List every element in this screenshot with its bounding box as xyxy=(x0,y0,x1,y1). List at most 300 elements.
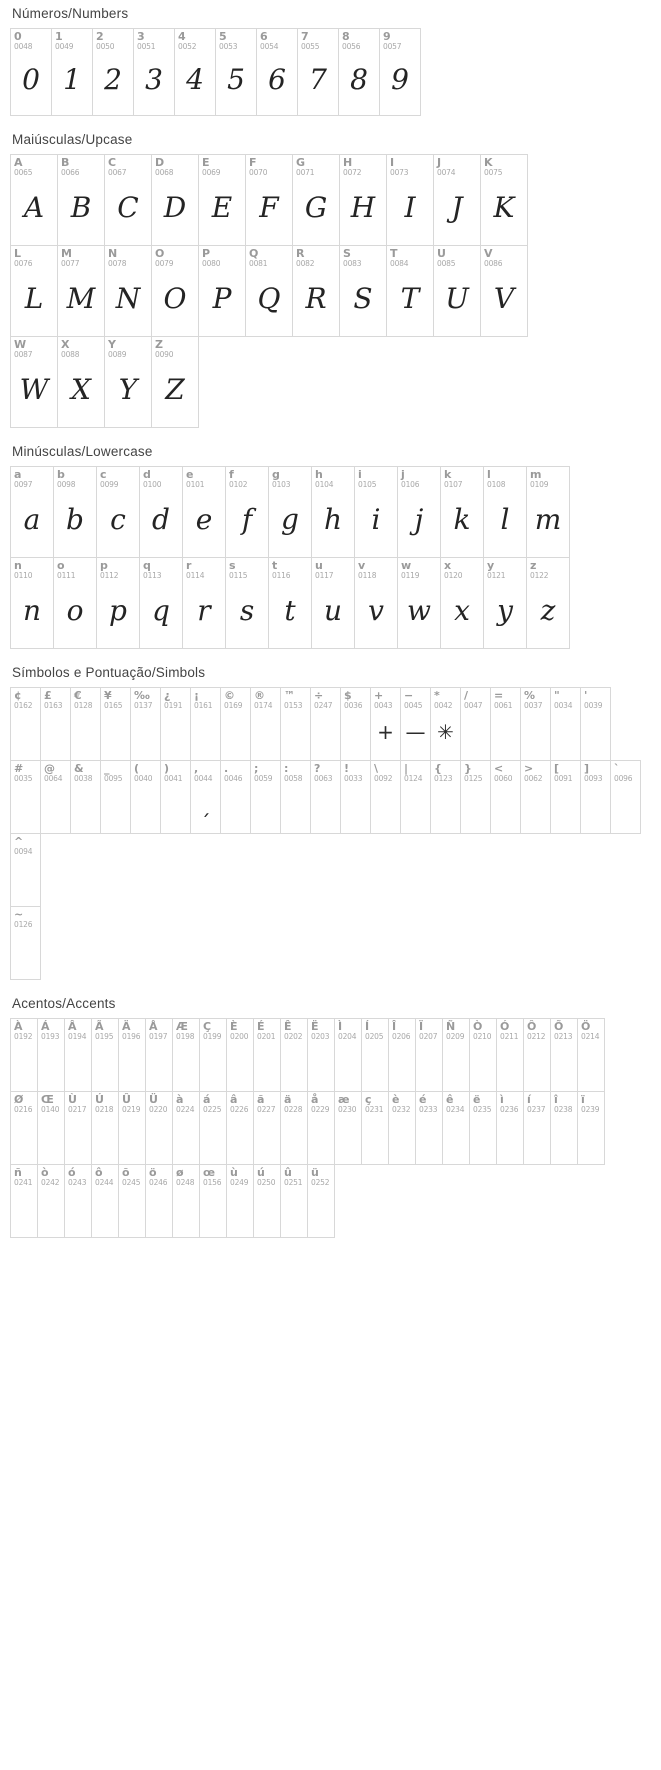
glyph-cell[interactable] xyxy=(100,760,131,834)
glyph-render: Z xyxy=(165,373,185,407)
glyph-cell[interactable] xyxy=(198,154,246,246)
glyph-cell[interactable] xyxy=(198,245,246,337)
glyph-code-label: 0246 xyxy=(149,1177,168,1187)
glyph-cell-header xyxy=(524,1092,550,1113)
glyph-cell[interactable] xyxy=(139,466,183,558)
glyph-char-label: ø xyxy=(176,1166,184,1179)
glyph-cell[interactable] xyxy=(182,466,226,558)
glyph-cell[interactable] xyxy=(388,1091,416,1165)
glyph-cell[interactable] xyxy=(10,906,41,980)
glyph-cell[interactable] xyxy=(57,245,105,337)
glyph-char-label: ` xyxy=(614,762,620,775)
glyph-row xyxy=(11,337,651,428)
glyph-cell[interactable] xyxy=(96,466,140,558)
glyph-cell[interactable] xyxy=(104,245,152,337)
glyph-char-label: 1 xyxy=(55,30,63,43)
glyph-cell-header xyxy=(491,761,520,782)
glyph-char-label: ® xyxy=(254,689,265,702)
glyph-code-label: 0039 xyxy=(584,700,603,710)
glyph-code-label: 0109 xyxy=(530,479,549,489)
glyph-cell[interactable] xyxy=(386,245,434,337)
glyph-cell[interactable] xyxy=(361,1018,389,1092)
glyph-cell[interactable] xyxy=(199,1091,227,1165)
glyph-cell[interactable] xyxy=(199,1018,227,1092)
glyph-cell[interactable] xyxy=(160,760,191,834)
glyph-code-label: 0050 xyxy=(96,41,115,51)
glyph-code-label: 0069 xyxy=(202,167,221,177)
glyph-cell[interactable] xyxy=(10,245,58,337)
glyph-cell[interactable] xyxy=(53,466,97,558)
glyph-cell[interactable] xyxy=(10,760,41,834)
glyph-cell[interactable] xyxy=(460,760,491,834)
glyph-render: v xyxy=(368,594,384,628)
glyph-render: k xyxy=(453,503,471,537)
glyph-cell[interactable] xyxy=(400,687,431,761)
glyph-cell[interactable] xyxy=(10,1164,38,1238)
glyph-cell[interactable] xyxy=(10,28,52,116)
glyph-cell[interactable] xyxy=(10,466,54,558)
glyph-cell[interactable] xyxy=(334,1018,362,1092)
glyph-cell[interactable] xyxy=(550,1091,578,1165)
glyph-code-label: 0209 xyxy=(446,1031,465,1041)
glyph-code-label: 0077 xyxy=(61,258,80,268)
glyph-cell[interactable] xyxy=(577,1018,605,1092)
glyph-cell[interactable] xyxy=(526,466,570,558)
glyph-char-label: + xyxy=(374,689,384,702)
glyph-char-label: R xyxy=(296,247,305,260)
glyph-cell[interactable] xyxy=(338,28,380,116)
glyph-cell[interactable] xyxy=(151,154,199,246)
glyph-cell[interactable] xyxy=(91,1018,119,1092)
glyph-cell[interactable] xyxy=(280,1091,308,1165)
glyph-cell[interactable] xyxy=(139,557,183,649)
glyph-cell[interactable] xyxy=(253,1164,281,1238)
glyph-cell[interactable] xyxy=(433,154,481,246)
glyph-cell-header xyxy=(226,467,268,488)
glyph-render: s xyxy=(239,594,255,628)
glyph-code-label: 0121 xyxy=(487,570,506,580)
glyph-cell[interactable] xyxy=(339,245,387,337)
glyph-cell-header xyxy=(551,761,580,782)
glyph-cell-header xyxy=(173,1165,199,1186)
glyph-render: e xyxy=(195,503,213,537)
glyph-char-label: J xyxy=(437,156,442,169)
glyph-cell-header xyxy=(173,1019,199,1040)
glyph-cell-header xyxy=(380,29,420,50)
glyph-cell[interactable] xyxy=(307,1164,335,1238)
glyph-cell[interactable] xyxy=(388,1018,416,1092)
glyph-cell[interactable] xyxy=(550,1018,578,1092)
glyph-cell-header xyxy=(484,467,526,488)
glyph-cell[interactable] xyxy=(104,336,152,428)
glyph-cell[interactable] xyxy=(496,1091,524,1165)
glyph-code-label: 0070 xyxy=(249,167,268,177)
glyph-code-label: 0038 xyxy=(74,773,93,783)
glyph-cell[interactable] xyxy=(397,557,441,649)
glyph-code-label: 0230 xyxy=(338,1104,357,1114)
glyph-cell-header xyxy=(484,558,526,579)
glyph-cell[interactable] xyxy=(307,1018,335,1092)
glyph-cell-header xyxy=(254,1092,280,1113)
glyph-cell[interactable] xyxy=(172,1018,200,1092)
glyph-render: Y xyxy=(118,373,138,407)
glyph-cell[interactable] xyxy=(250,760,281,834)
glyph-cell-header xyxy=(497,1019,523,1040)
glyph-cell[interactable] xyxy=(145,1018,173,1092)
glyph-char-label: Ü xyxy=(149,1093,158,1106)
glyph-cell[interactable] xyxy=(523,1018,551,1092)
glyph-char-label: B xyxy=(61,156,70,169)
glyph-cell[interactable] xyxy=(483,466,527,558)
glyph-cell[interactable] xyxy=(268,557,312,649)
glyph-char-label: á xyxy=(203,1093,211,1106)
glyph-cell-header xyxy=(254,1165,280,1186)
glyph-cell[interactable] xyxy=(496,1018,524,1092)
glyph-cell-header xyxy=(175,29,215,50)
glyph-cell[interactable] xyxy=(580,687,611,761)
glyph-char-label: W xyxy=(14,338,27,351)
glyph-char-label: − xyxy=(404,689,414,702)
glyph-render: E xyxy=(211,191,233,225)
glyph-cell-header xyxy=(11,467,53,488)
glyph-row xyxy=(11,155,651,246)
glyph-cell[interactable] xyxy=(550,687,581,761)
glyph-cell[interactable] xyxy=(339,154,387,246)
glyph-code-label: 0236 xyxy=(500,1104,519,1114)
glyph-cell[interactable] xyxy=(100,687,131,761)
glyph-cell-header xyxy=(581,688,610,709)
glyph-cell[interactable] xyxy=(51,28,93,116)
glyph-code-label: 0114 xyxy=(186,570,205,580)
glyph-cell[interactable] xyxy=(280,687,311,761)
glyph-cell-header xyxy=(221,761,250,782)
glyph-char-label: l xyxy=(487,468,491,481)
glyph-render: + xyxy=(377,719,394,744)
glyph-cell[interactable] xyxy=(460,687,491,761)
glyph-cell-header xyxy=(191,761,220,782)
glyph-cell[interactable] xyxy=(64,1091,92,1165)
glyph-char-label: ‰ xyxy=(134,689,150,702)
glyph-cell[interactable] xyxy=(490,760,521,834)
glyph-cell[interactable] xyxy=(245,245,293,337)
glyph-code-label: 0100 xyxy=(143,479,162,489)
glyph-cell[interactable] xyxy=(311,466,355,558)
glyph-cell[interactable] xyxy=(520,760,551,834)
glyph-code-label: 0198 xyxy=(176,1031,195,1041)
glyph-cell[interactable] xyxy=(310,760,341,834)
glyph-cell[interactable] xyxy=(10,154,58,246)
glyph-cell[interactable] xyxy=(580,760,611,834)
section-uppercase xyxy=(10,132,651,428)
glyph-cell[interactable] xyxy=(577,1091,605,1165)
glyph-cell[interactable] xyxy=(245,154,293,246)
glyph-cell[interactable] xyxy=(354,466,398,558)
glyph-char-label: D xyxy=(155,156,165,169)
glyph-render xyxy=(92,1113,118,1164)
glyph-code-label: 0092 xyxy=(374,773,393,783)
glyph-cell[interactable] xyxy=(40,760,71,834)
glyph-cell[interactable] xyxy=(253,1018,281,1092)
glyph-cell[interactable] xyxy=(64,1018,92,1092)
glyph-cell[interactable] xyxy=(433,245,481,337)
glyph-char-label: ú xyxy=(257,1166,265,1179)
glyph-cell-header xyxy=(97,467,139,488)
glyph-cell[interactable] xyxy=(10,336,58,428)
glyph-code-label: 0225 xyxy=(203,1104,222,1114)
glyph-cell[interactable] xyxy=(57,154,105,246)
glyph-code-label: 0169 xyxy=(224,700,243,710)
glyph-cell[interactable] xyxy=(151,245,199,337)
glyph-render xyxy=(470,1040,496,1091)
glyph-code-label: 0072 xyxy=(343,167,362,177)
glyph-cell[interactable] xyxy=(226,1091,254,1165)
glyph-cell[interactable] xyxy=(442,1018,470,1092)
glyph-cell[interactable] xyxy=(280,1018,308,1092)
glyph-cell[interactable] xyxy=(430,687,461,761)
glyph-render xyxy=(11,1113,37,1164)
glyph-cell[interactable] xyxy=(250,687,281,761)
glyph-cell[interactable] xyxy=(226,1018,254,1092)
glyph-char-label: Ù xyxy=(68,1093,77,1106)
glyph-cell[interactable] xyxy=(96,557,140,649)
glyph-cell[interactable] xyxy=(10,687,41,761)
glyph-cell[interactable] xyxy=(520,687,551,761)
glyph-cell[interactable] xyxy=(172,1091,200,1165)
glyph-render: X xyxy=(71,373,91,407)
glyph-cell[interactable] xyxy=(334,1091,362,1165)
glyph-cell[interactable] xyxy=(199,1164,227,1238)
glyph-cell[interactable] xyxy=(370,760,401,834)
glyph-cell[interactable] xyxy=(215,28,257,116)
glyph-code-label: 0057 xyxy=(383,41,402,51)
glyph-cell[interactable] xyxy=(64,1164,92,1238)
glyph-cell[interactable] xyxy=(70,687,101,761)
glyph-char-label: ; xyxy=(254,762,259,775)
glyph-cell-header xyxy=(58,246,104,267)
glyph-cell[interactable] xyxy=(379,28,421,116)
glyph-cell[interactable] xyxy=(361,1091,389,1165)
glyph-cell[interactable] xyxy=(480,154,528,246)
glyph-cell[interactable] xyxy=(307,1091,335,1165)
glyph-cell-header xyxy=(371,761,400,782)
glyph-cell[interactable] xyxy=(182,557,226,649)
glyph-code-label: 0105 xyxy=(358,479,377,489)
glyph-cell[interactable] xyxy=(91,1091,119,1165)
glyph-cell[interactable] xyxy=(370,687,401,761)
glyph-cell-header xyxy=(308,1092,334,1113)
glyph-code-label: 0079 xyxy=(155,258,174,268)
glyph-code-label: 0200 xyxy=(230,1031,249,1041)
glyph-code-label: 0174 xyxy=(254,700,273,710)
glyph-cell[interactable] xyxy=(160,687,191,761)
glyph-render xyxy=(308,1186,334,1237)
glyph-cell[interactable] xyxy=(37,1018,65,1092)
glyph-code-label: 0113 xyxy=(143,570,162,580)
glyph-cell-header xyxy=(38,1092,64,1113)
glyph-cell[interactable] xyxy=(118,1018,146,1092)
glyph-cell-header xyxy=(578,1092,604,1113)
glyph-cell[interactable] xyxy=(91,1164,119,1238)
glyph-cell[interactable] xyxy=(10,1018,38,1092)
glyph-cell[interactable] xyxy=(469,1018,497,1092)
glyph-cell[interactable] xyxy=(310,687,341,761)
glyph-char-label: g xyxy=(272,468,280,481)
glyph-cell[interactable] xyxy=(386,154,434,246)
glyph-cell[interactable] xyxy=(172,1164,200,1238)
glyph-code-label: 0052 xyxy=(178,41,197,51)
glyph-cell-header xyxy=(281,1092,307,1113)
glyph-grid xyxy=(11,29,651,116)
glyph-char-label: : xyxy=(284,762,289,775)
glyph-cell[interactable] xyxy=(145,1091,173,1165)
glyph-cell[interactable] xyxy=(10,833,41,907)
glyph-row xyxy=(11,467,651,558)
glyph-cell[interactable] xyxy=(483,557,527,649)
glyph-cell[interactable] xyxy=(440,557,484,649)
glyph-cell[interactable] xyxy=(415,1091,443,1165)
glyph-cell[interactable] xyxy=(118,1091,146,1165)
glyph-cell[interactable] xyxy=(37,1091,65,1165)
glyph-cell-header xyxy=(146,1092,172,1113)
glyph-cell[interactable] xyxy=(280,760,311,834)
glyph-cell[interactable] xyxy=(523,1091,551,1165)
glyph-row xyxy=(11,1165,651,1238)
glyph-cell-header xyxy=(389,1019,415,1040)
glyph-cell[interactable] xyxy=(256,28,298,116)
glyph-char-label: â xyxy=(230,1093,238,1106)
glyph-code-label: 0084 xyxy=(390,258,409,268)
glyph-render xyxy=(227,1040,253,1091)
glyph-cell[interactable] xyxy=(70,760,101,834)
glyph-code-label: 0097 xyxy=(14,479,33,489)
glyph-cell[interactable] xyxy=(397,466,441,558)
glyph-code-label: 0035 xyxy=(14,773,33,783)
glyph-render: U xyxy=(445,282,469,316)
glyph-cell[interactable] xyxy=(440,466,484,558)
glyph-code-label: 0062 xyxy=(524,773,543,783)
glyph-render: 3 xyxy=(145,63,163,97)
glyph-cell-header xyxy=(11,1165,37,1186)
glyph-cell[interactable] xyxy=(268,466,312,558)
glyph-cell[interactable] xyxy=(526,557,570,649)
glyph-cell-header xyxy=(355,467,397,488)
glyph-cell[interactable] xyxy=(297,28,339,116)
glyph-cell[interactable] xyxy=(490,687,521,761)
glyph-cell-header xyxy=(481,155,527,176)
glyph-cell[interactable] xyxy=(190,687,221,761)
glyph-cell[interactable] xyxy=(280,1164,308,1238)
glyph-render xyxy=(119,1186,145,1237)
glyph-cell[interactable] xyxy=(430,760,461,834)
glyph-cell[interactable] xyxy=(130,687,161,761)
glyph-cell[interactable] xyxy=(550,760,581,834)
glyph-cell[interactable] xyxy=(610,760,641,834)
glyph-render xyxy=(38,1186,64,1237)
glyph-cell[interactable] xyxy=(253,1091,281,1165)
glyph-code-label: 0063 xyxy=(314,773,333,783)
glyph-cell-header xyxy=(54,467,96,488)
glyph-cell-header xyxy=(11,155,57,176)
glyph-cell-header xyxy=(11,907,40,928)
glyph-cell[interactable] xyxy=(151,336,199,428)
glyph-cell[interactable] xyxy=(400,760,431,834)
glyph-char-label: T xyxy=(390,247,398,260)
glyph-code-label: 0034 xyxy=(554,700,573,710)
glyph-cell[interactable] xyxy=(340,687,371,761)
glyph-char-label: _ xyxy=(104,762,110,775)
glyph-cell[interactable] xyxy=(104,154,152,246)
glyph-cell-header xyxy=(191,688,220,709)
glyph-char-label: q xyxy=(143,559,151,572)
glyph-render xyxy=(11,1186,37,1237)
glyph-char-label: ¢ xyxy=(14,689,22,702)
glyph-cell-header xyxy=(470,1092,496,1113)
glyph-render xyxy=(38,1113,64,1164)
glyph-cell[interactable] xyxy=(415,1018,443,1092)
glyph-cell[interactable] xyxy=(340,760,371,834)
glyph-cell[interactable] xyxy=(220,687,251,761)
glyph-char-label: 8 xyxy=(342,30,350,43)
glyph-cell[interactable] xyxy=(92,28,134,116)
glyph-cell[interactable] xyxy=(225,466,269,558)
glyph-cell-header xyxy=(92,1092,118,1113)
glyph-cell[interactable] xyxy=(469,1091,497,1165)
glyph-render xyxy=(551,1040,577,1091)
glyph-render: c xyxy=(110,503,126,537)
glyph-cell[interactable] xyxy=(226,1164,254,1238)
glyph-render xyxy=(101,709,130,760)
glyph-cell[interactable] xyxy=(10,557,54,649)
glyph-cell-header xyxy=(551,1092,577,1113)
glyph-cell[interactable] xyxy=(174,28,216,116)
glyph-cell[interactable] xyxy=(220,760,251,834)
glyph-cell[interactable] xyxy=(57,336,105,428)
glyph-cell[interactable] xyxy=(225,557,269,649)
glyph-cell[interactable] xyxy=(40,687,71,761)
glyph-grid xyxy=(11,688,651,980)
glyph-render: 1 xyxy=(63,63,81,97)
glyph-char-label: û xyxy=(284,1166,292,1179)
glyph-char-label: = xyxy=(494,689,504,702)
glyph-cell-header xyxy=(251,688,280,709)
glyph-char-label: n xyxy=(14,559,22,572)
glyph-code-label: 0102 xyxy=(229,479,248,489)
glyph-cell[interactable] xyxy=(130,760,161,834)
glyph-cell[interactable] xyxy=(480,245,528,337)
glyph-code-label: 0080 xyxy=(202,258,221,268)
glyph-cell[interactable] xyxy=(311,557,355,649)
glyph-cell[interactable] xyxy=(354,557,398,649)
glyph-cell-header xyxy=(54,558,96,579)
glyph-cell[interactable] xyxy=(292,154,340,246)
glyph-cell[interactable] xyxy=(145,1164,173,1238)
glyph-render: 8 xyxy=(350,63,368,97)
glyph-code-label: 0044 xyxy=(194,773,213,783)
glyph-render xyxy=(281,1186,307,1237)
glyph-char-label: U xyxy=(437,247,446,260)
glyph-cell[interactable] xyxy=(133,28,175,116)
glyph-cell[interactable] xyxy=(292,245,340,337)
glyph-cell[interactable] xyxy=(37,1164,65,1238)
glyph-cell[interactable] xyxy=(118,1164,146,1238)
glyph-cell[interactable] xyxy=(53,557,97,649)
glyph-cell[interactable] xyxy=(442,1091,470,1165)
glyph-cell[interactable] xyxy=(190,760,221,834)
glyph-render: L xyxy=(24,282,44,316)
glyph-cell-header xyxy=(101,688,130,709)
glyph-cell[interactable] xyxy=(10,1091,38,1165)
glyph-render xyxy=(191,709,220,760)
